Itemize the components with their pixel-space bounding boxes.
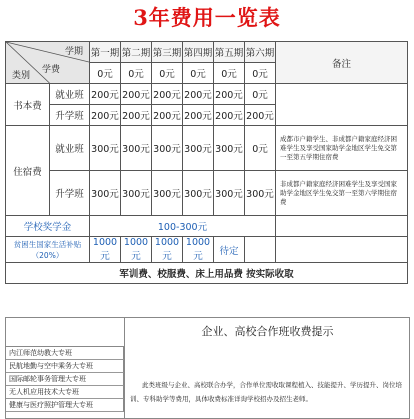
remark-cell <box>276 237 408 263</box>
list-item: 内江师范幼教大专班 <box>6 347 124 360</box>
fee-cell: 300元 <box>152 126 183 171</box>
period-header: 第六期 <box>245 42 276 63</box>
subsidy-cell: 1000元 <box>152 237 183 263</box>
fee-cell: 300元 <box>183 171 214 216</box>
subsidy-cell: 待定 <box>214 237 245 263</box>
period-header: 第一期 <box>90 42 121 63</box>
fee-cell: 0元 <box>245 84 276 105</box>
fee-cell: 200元 <box>121 84 152 105</box>
fee-cell: 300元 <box>214 171 245 216</box>
footer-note: 军训费、校服费、床上用品费 按实际收取 <box>6 263 408 284</box>
tuition-cell: 0元 <box>121 63 152 84</box>
period-header: 第二期 <box>121 42 152 63</box>
cooperation-title: 企业、高校合作班收费提示 <box>201 325 334 338</box>
tuition-cell: 0元 <box>90 63 121 84</box>
fee-cell: 200元 <box>152 84 183 105</box>
page-title: 3年费用一览表 <box>133 5 281 30</box>
corner-label-term: 学期 <box>64 47 83 57</box>
fee-cell: 300元 <box>121 171 152 216</box>
fee-cell: 200元 <box>183 84 214 105</box>
fee-cell: 300元 <box>121 126 152 171</box>
period-header: 第三期 <box>152 42 183 63</box>
remark-cell <box>276 84 408 126</box>
fee-cell: 0元 <box>245 126 276 171</box>
class-type-label: 升学班 <box>50 171 90 216</box>
fee-cell: 200元 <box>121 105 152 126</box>
list-item: 国际邮轮事务管理大专班 <box>6 373 124 386</box>
fee-cell: 200元 <box>183 105 214 126</box>
corner-label-category: 类别 <box>12 71 31 81</box>
fee-cell: 200元 <box>90 84 121 105</box>
period-header: 第四期 <box>183 42 214 63</box>
fee-cell: 300元 <box>90 126 121 171</box>
remark-cell <box>276 216 408 237</box>
subsidy-label: 贫困生国家生活补贴（20%） <box>6 237 90 263</box>
cooperation-panel <box>5 317 410 419</box>
fee-cell: 200元 <box>214 105 245 126</box>
lodging-note: 非成都户籍家庭经济困难学生及享受国家助学金地区学生免交第一至第六学期住宿费 <box>276 171 408 216</box>
panel-divider <box>124 318 125 418</box>
subsidy-cell <box>245 237 276 263</box>
class-type-label: 就业班 <box>50 126 90 171</box>
tuition-cell: 0元 <box>183 63 214 84</box>
class-type-label: 就业班 <box>50 84 90 105</box>
majors-list <box>6 346 124 412</box>
fee-table <box>5 41 408 284</box>
fee-cell: 200元 <box>214 84 245 105</box>
subsidy-cell: 1000元 <box>121 237 152 263</box>
fee-cell: 200元 <box>90 105 121 126</box>
scholarship-value: 100-300元 <box>90 216 276 237</box>
list-item: 健康与医疗照护管理大专班 <box>6 399 124 412</box>
subsidy-cell: 1000元 <box>183 237 214 263</box>
tuition-cell: 0元 <box>152 63 183 84</box>
subsidy-cell: 1000元 <box>90 237 121 263</box>
list-item: 无人机应用技术大专班 <box>6 386 124 399</box>
remark-header: 备注 <box>276 42 408 84</box>
fee-cell: 300元 <box>245 171 276 216</box>
fee-cell: 200元 <box>245 105 276 126</box>
table-corner-header <box>6 42 90 84</box>
list-item: 民航地勤与空中乘务大专班 <box>6 360 124 373</box>
tuition-cell: 0元 <box>245 63 276 84</box>
lodging-note: 成都市户籍学生、非成都户籍家庭经济困难学生及享受国家助学金地区学生免交第一至第五学期住宿费 <box>276 126 408 171</box>
book-fee-label: 书本费 <box>6 84 50 126</box>
fee-cell: 300元 <box>214 126 245 171</box>
lodging-fee-label: 住宿费 <box>6 126 50 216</box>
fee-cell: 300元 <box>152 171 183 216</box>
class-type-label: 升学班 <box>50 105 90 126</box>
fee-cell: 300元 <box>183 126 214 171</box>
tuition-cell: 0元 <box>214 63 245 84</box>
fee-cell: 200元 <box>152 105 183 126</box>
period-header: 第五期 <box>214 42 245 63</box>
scholarship-label: 学校奖学金 <box>6 216 90 237</box>
fee-cell: 300元 <box>90 171 121 216</box>
corner-label-tuition: 学费 <box>42 65 61 75</box>
cooperation-body: 此类班级与企业、高校联合办学，合作单位需收取课程植入、技能提升、学历提升、岗位培训、专科助学等费用，具体收费标准详询学校招办及招生老师。 <box>130 381 402 403</box>
